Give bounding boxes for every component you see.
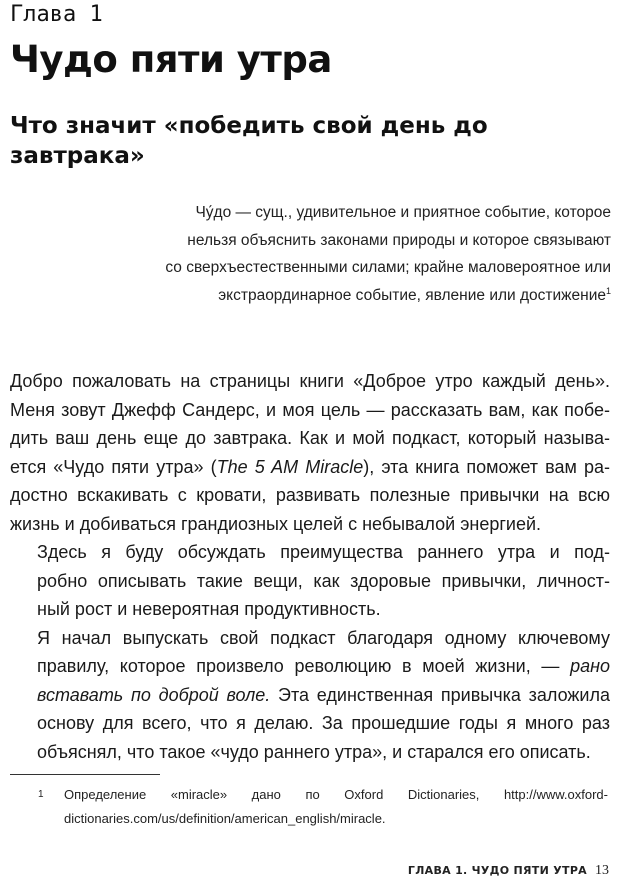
text-line: робно описывать такие вещи, как здоровые привычки, личност-	[37, 570, 610, 591]
paragraph-3	[10, 624, 610, 767]
text-line: Я начал выпускать свой подкаст благодаря одному ключевому	[37, 627, 610, 648]
epigraph-line-last	[91, 282, 611, 310]
emphasis-italic: рано	[570, 656, 610, 676]
text-line	[10, 681, 610, 710]
chapter-label: Глава 1	[10, 2, 103, 27]
footnote-reference[interactable]: 1	[605, 285, 611, 296]
text-line: основу для всего, что я делаю. За прошедшие годы я много раз	[37, 713, 610, 733]
paragraph-2	[10, 538, 610, 624]
page-footer	[408, 863, 609, 879]
page-number: 13	[595, 863, 609, 878]
epigraph	[91, 199, 611, 309]
text-line: Здесь я буду обсуждать преимущества раннего утра и под-	[37, 542, 610, 562]
text-line	[10, 652, 610, 681]
footnote	[40, 783, 608, 831]
epigraph-line-text: экстраординарное событие, явление или достижение	[218, 286, 606, 304]
text-line: дить ваш день еще до завтрака. Как и мой подкаст, который называ-	[10, 428, 610, 448]
text-fragment: правилу, которое произвело революцию в моей жизни, —	[37, 656, 571, 676]
paragraph-1	[10, 367, 610, 538]
footnote-text: Определение «miracle» дано по Oxford Dictionaries, http://www.oxford-dictionaries.com/us/definition/american_english/miracle.	[64, 787, 608, 826]
text-line: достно вскакивать с кровати, развивать полезные привычки на всю	[10, 485, 610, 505]
section-title: Что значит «победить свой день до завтрака»	[10, 113, 488, 169]
footnote-number: 1	[38, 789, 44, 800]
text-fragment: Эта единственная привычка заложила	[270, 684, 610, 705]
text-fragment: ется «Чудо пяти утра» (	[10, 456, 217, 477]
emphasis-italic: вставать по доброй воле.	[37, 684, 271, 705]
text-fragment: ), эта книга поможет вам ра-	[363, 456, 610, 477]
podcast-name-italic: The 5 AM Miracle	[216, 456, 364, 477]
chapter-title: Чудо пяти утра	[10, 38, 332, 81]
epigraph-line: нельзя объяснить законами природы и которое связывают	[187, 231, 611, 249]
running-title: ГЛАВА 1. ЧУДО ПЯТИ УТРА	[407, 864, 587, 877]
epigraph-line: Чу́до — сущ., удивительное и приятное событие, которое	[195, 204, 611, 221]
text-line: Добро пожаловать на страницы книги «Доброе утро каждый день».	[10, 371, 610, 391]
text-line: объяснял, что такое «чудо раннего утра», и старался его описать.	[37, 741, 591, 762]
body-text	[10, 367, 610, 766]
text-line: ный рост и невероятная продуктивность.	[37, 599, 381, 619]
text-line: Меня зовут Джефф Сандерс, и моя цель — рассказать вам, как побе-	[10, 399, 610, 420]
footnote-divider	[10, 774, 160, 775]
text-line: жизнь и добиваться грандиозных целей с небывалой энергией.	[10, 513, 542, 534]
text-line	[10, 453, 610, 482]
epigraph-line: со сверхъестественными силами; крайне маловероятное или	[165, 259, 611, 276]
